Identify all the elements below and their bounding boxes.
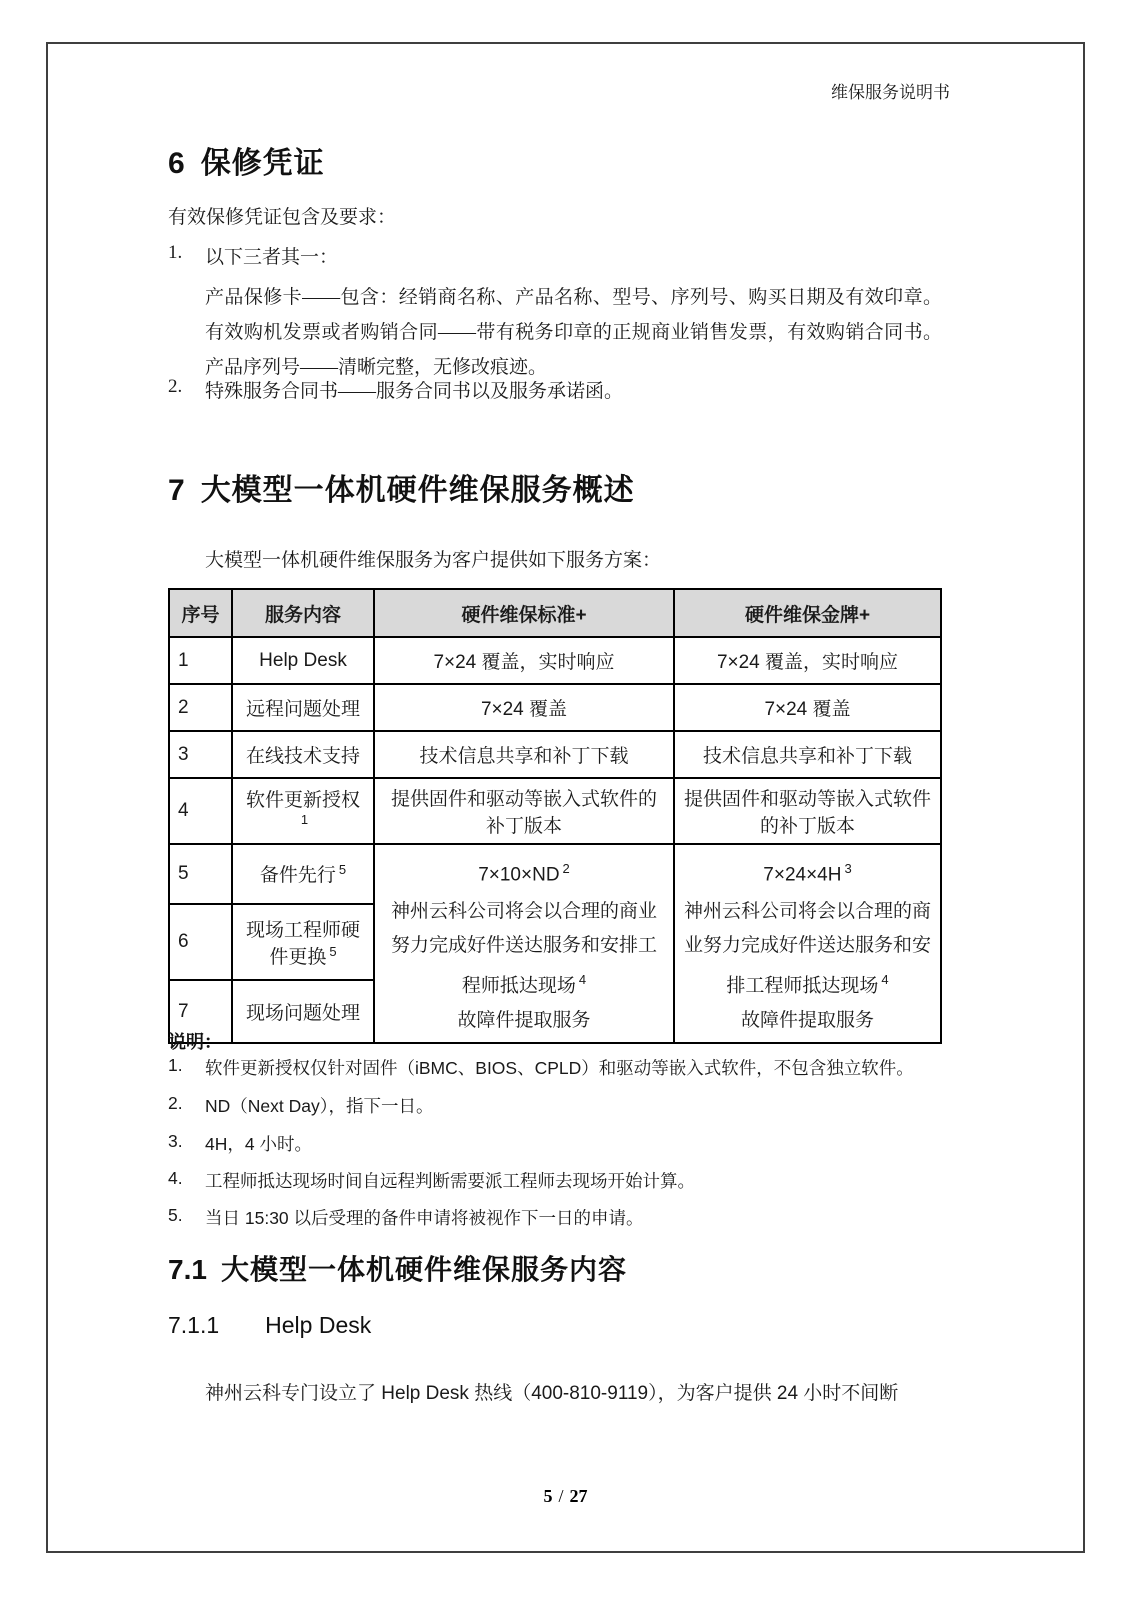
standard-sla-text: 7×10×ND [478,864,560,886]
row-1-standard: 7×24 覆盖，实时响应 [374,637,674,684]
section-7-heading [168,465,635,509]
gold-extra: 故障件提取服务 [740,1009,874,1031]
note-1-text: 软件更新授权仅针对固件（iBMC、BIOS、CPLD）和驱动等嵌入式软件，不包含独立软件。 [205,1058,914,1078]
note-5-number: 5. [168,1205,183,1225]
row-4-service [232,778,374,844]
row-6-service [232,904,374,981]
row-2-no: 2 [169,684,232,731]
row-4-gold: 提供固件和驱动等嵌入式软件的补丁版本 [674,778,941,844]
gold-desc [683,895,932,1003]
section-7-1-1-heading [168,1312,371,1339]
section-7-1-1-paragraph: 神州云科专门设立了 Help Desk 热线（400-810-9119），为客户提供 24 小时不间断 [205,1383,899,1404]
row-6-no: 6 [169,904,232,981]
page-footer [46,1486,1085,1507]
row-5-service-footnote: 5 [338,862,347,878]
section-7-1-title: 大模型一体机硬件维保服务内容 [220,1254,627,1285]
standard-desc-footnote: 4 [578,972,587,988]
footer-separator: / [558,1486,564,1506]
row-4-standard: 提供固件和驱动等嵌入式软件的补丁版本 [374,778,674,844]
list-item-1-text: 以下三者其一： [205,247,339,268]
note-1-number: 1. [168,1055,183,1075]
row-4-no: 4 [169,778,232,844]
section-6-number: 6 [168,147,185,180]
section-6-title: 保修凭证 [200,147,325,180]
note-4-number: 4. [168,1168,183,1188]
row-6-service-text: 现场工程师硬件更换 [245,920,360,969]
list-item-1-detail: 产品保修卡——包含：经销商名称、产品名称、型号、序列号、购买日期及有效印章。 有效购机发票或者购销合同——带有税务印章的正规商业销售发票，有效购销合同书。 产品序列号——清晰完整，无修改痕迹。 [205,287,942,378]
row-7-no: 7 [169,980,232,1042]
row-2-service: 远程问题处理 [232,684,374,731]
note-2-number: 2. [168,1093,183,1113]
footer-page-number: 5 [543,1486,553,1506]
gold-sla-footnote: 3 [844,861,852,876]
list-item-1-number: 1. [168,242,183,263]
footer-total-pages: 27 [569,1486,588,1506]
gold-sla [683,849,932,895]
list-item-2-text: 特殊服务合同书——服务合同书以及服务承诺函。 [205,381,624,402]
row-1-service: Help Desk [232,637,374,684]
row-4-service-footnote: 1 [300,811,309,827]
table-row [169,731,941,778]
document-header-title: 维保服务说明书 [831,83,950,102]
row-2-gold: 7×24 覆盖 [674,684,941,731]
section-6-intro: 有效保修凭证包含及要求： [168,207,397,228]
list-item-2-number: 2. [168,376,183,397]
note-2-text: ND（Next Day），指下一日。 [205,1096,434,1116]
table-row [169,778,941,844]
row-3-service: 在线技术支持 [232,731,374,778]
row-1-gold: 7×24 覆盖，实时响应 [674,637,941,684]
col-header-standard: 硬件维保标准+ [374,589,674,637]
merged-standard-cell [374,844,674,1043]
row-5-service [232,844,374,904]
service-plan-table [168,588,942,1044]
gold-desc-footnote: 4 [881,972,889,988]
col-header-service: 服务内容 [232,589,374,637]
note-item [168,1093,434,1118]
table-row [169,684,941,731]
row-3-gold: 技术信息共享和补丁下载 [674,731,941,778]
section-7-title: 大模型一体机硬件维保服务概述 [200,474,635,507]
note-5-text: 当日 15:30 以后受理的备件申请将被视作下一日的申请。 [205,1208,644,1228]
section-7-1-number: 7.1 [168,1254,207,1285]
standard-extra: 故障件提取服务 [457,1009,591,1031]
gold-sla-text: 7×24×4H [763,864,842,886]
row-3-standard: 技术信息共享和补丁下载 [374,731,674,778]
row-4-service-text: 软件更新授权 [245,789,360,811]
notes-label: 说明： [168,1032,222,1052]
row-2-standard: 7×24 覆盖 [374,684,674,731]
list-item-2 [168,376,623,403]
col-header-index: 序号 [169,589,232,637]
section-7-1-1-number: 7.1.1 [168,1312,220,1338]
row-6-service-footnote: 5 [329,943,337,959]
row-5-service-text: 备件先行 [259,865,336,887]
section-7-intro: 大模型一体机硬件维保服务为客户提供如下服务方案： [205,550,662,571]
section-7-1-heading [168,1248,627,1288]
section-7-number: 7 [168,474,185,507]
list-item-1 [168,242,338,269]
note-4-text: 工程师抵达现场时间自远程判断需要派工程师去现场开始计算。 [205,1171,695,1191]
section-7-1-1-title: Help Desk [265,1312,372,1338]
standard-sla [383,849,665,895]
row-5-no: 5 [169,844,232,904]
note-item [168,1131,312,1156]
note-item [168,1205,644,1230]
col-header-gold: 硬件维保金牌+ [674,589,941,637]
row-1-no: 1 [169,637,232,684]
standard-desc [383,895,665,1003]
row-7-service: 现场问题处理 [232,980,374,1042]
gold-desc-text: 神州云科公司将会以合理的商业努力完成好件送达服务和安排工程师抵达现场 [683,901,931,997]
row-3-no: 3 [169,731,232,778]
table-header-row [169,589,941,637]
note-item [168,1055,914,1080]
merged-gold-cell [674,844,941,1043]
note-item [168,1168,695,1193]
section-6-heading [168,138,325,182]
note-3-text: 4H，4 小时。 [205,1134,312,1154]
note-3-number: 3. [168,1131,183,1151]
table-row [169,844,941,904]
standard-desc-text: 神州云科公司将会以合理的商业努力完成好件送达服务和安排工程师抵达现场 [390,901,657,997]
standard-sla-footnote: 2 [562,861,570,876]
table-row [169,637,941,684]
